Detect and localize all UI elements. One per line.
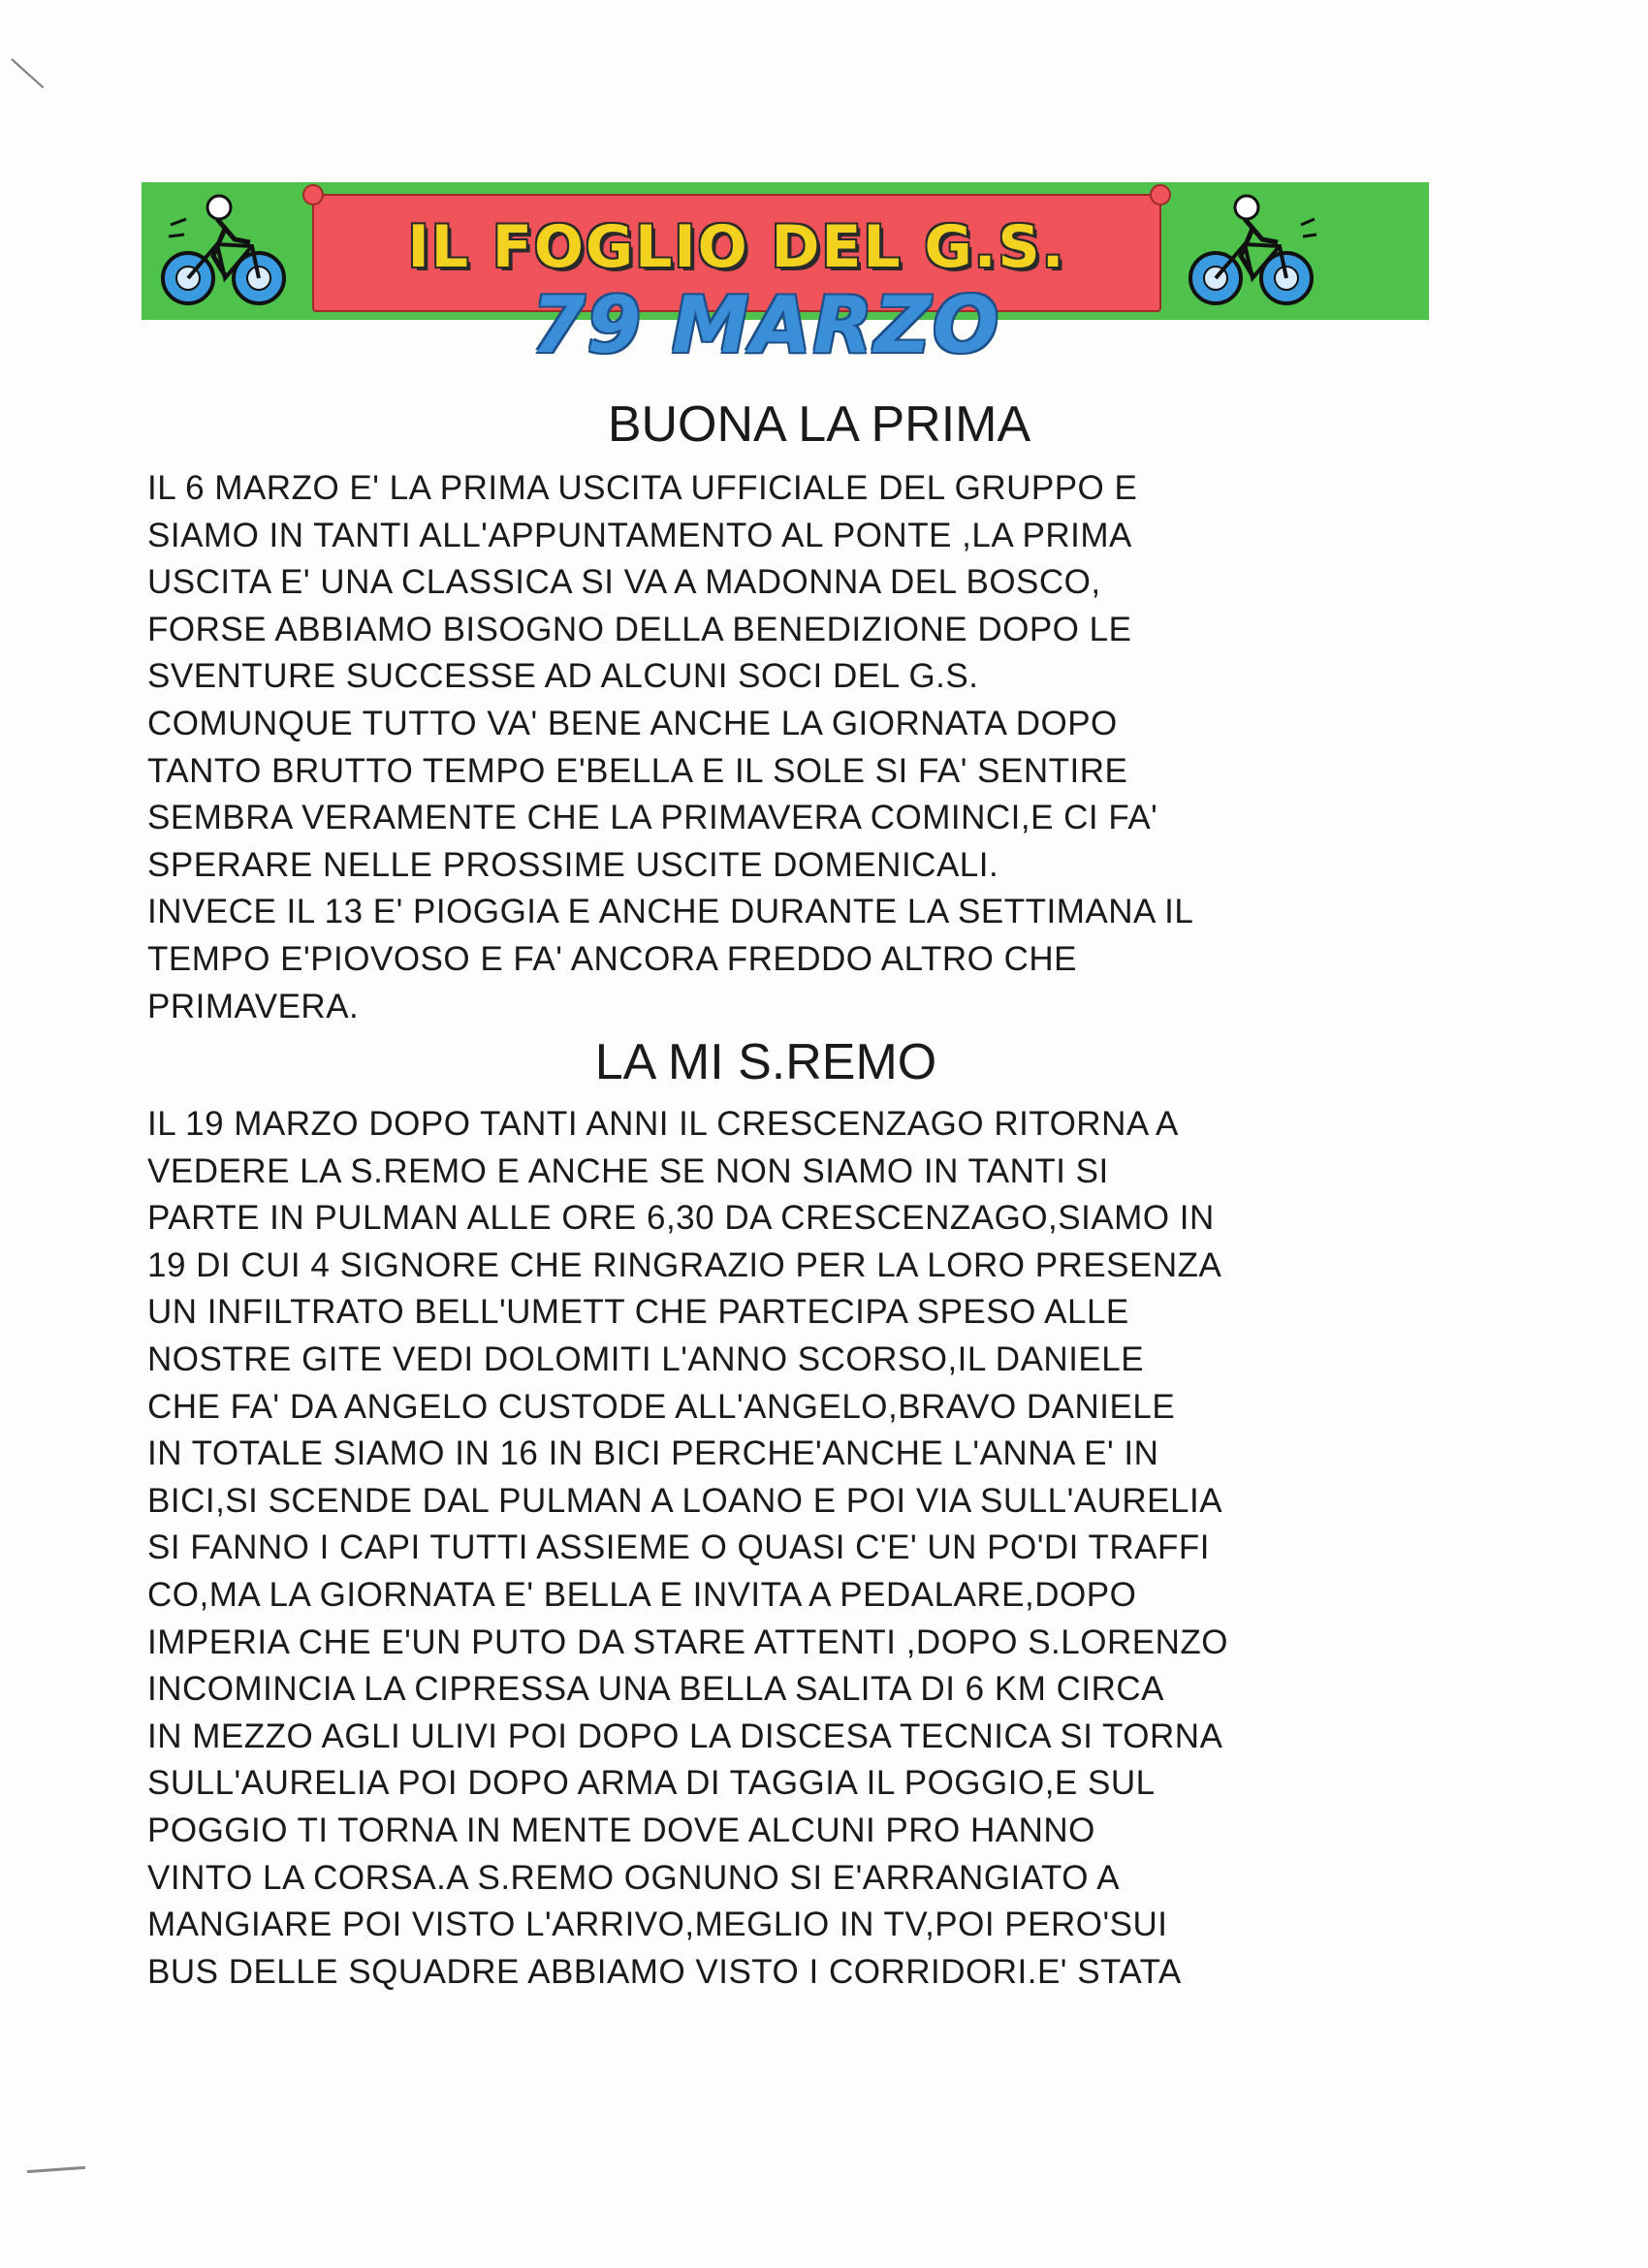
body-line: SEMBRA VERAMENTE CHE LA PRIMAVERA COMINCI,E CI FA' [147,799,1158,837]
body-line: NOSTRE GITE VEDI DOLOMITI L'ANNO SCORSO,IL DANIELE [147,1339,1145,1378]
cyclist-icon [1185,186,1320,317]
body-line: FORSE ABBIAMO BISOGNO DELLA BENEDIZIONE DOPO LE [147,610,1132,648]
body-line: BUS DELLE SQUADRE ABBIAMO VISTO I CORRIDORI.E' STATA [147,1952,1182,1991]
body-line: IN MEZZO AGLI ULIVI POI DOPO LA DISCESA TECNICA SI TORNA [147,1717,1223,1755]
section-body-la-mi-sremo [147,1101,1427,1996]
body-line: VINTO LA CORSA.A S.REMO OGNUNO SI E'ARRANGIATO A [147,1858,1121,1897]
body-line: CHE FA' DA ANGELO CUSTODE ALL'ANGELO,BRAVO DANIELE [147,1387,1176,1426]
body-line: INCOMINCIA LA CIPRESSA UNA BELLA SALITA DI 6 KM CIRCA [147,1670,1164,1709]
body-line: SI FANNO I CAPI TUTTI ASSIEME O QUASI C'E' UN PO'DI TRAFFI [147,1528,1210,1567]
staple-mark [11,58,44,88]
body-line: 19 DI CUI 4 SIGNORE CHE RINGRAZIO PER LA LORO PRESENZA [147,1245,1222,1284]
body-line: TEMPO E'PIOVOSO E FA' ANCORA FREDDO ALTRO CHE [147,939,1078,978]
section-body-buona-la-prima [147,465,1427,1030]
body-line: VEDERE LA S.REMO E ANCHE SE NON SIAMO IN TANTI SI [147,1151,1109,1190]
body-line: SIAMO IN TANTI ALL'APPUNTAMENTO AL PONTE ,LA PRIMA [147,516,1132,554]
cyclist-icon [157,186,293,317]
body-line: SVENTURE SUCCESSE AD ALCUNI SOCI DEL G.S. [147,657,979,696]
body-line: IMPERIA CHE E'UN PUTO DA STARE ATTENTI ,DOPO S.LORENZO [147,1622,1228,1661]
body-line: IN TOTALE SIAMO IN 16 IN BICI PERCHE'ANCHE L'ANNA E' IN [147,1434,1159,1473]
body-line: SPERARE NELLE PROSSIME USCITE DOMENICALI. [147,845,999,884]
body-line: BICI,SI SCENDE DAL PULMAN A LOANO E POI VIA SULL'AURELIA [147,1481,1223,1520]
section-heading-la-mi-sremo: LA MI S.REMO [594,1034,937,1090]
body-line: UN INFILTRATO BELL'UMETT CHE PARTECIPA SPESO ALLE [147,1293,1129,1332]
section-heading-buona-la-prima: BUONA LA PRIMA [607,396,1031,453]
body-line: SULL'AURELIA POI DOPO ARMA DI TAGGIA IL POGGIO,E SUL [147,1764,1156,1803]
body-line: IL 6 MARZO E' LA PRIMA USCITA UFFICIALE DEL GRUPPO E [147,469,1138,507]
staple-mark [27,2166,85,2173]
body-line: IL 19 MARZO DOPO TANTI ANNI IL CRESCENZAGO RITORNA A [147,1105,1179,1143]
body-line: INVECE IL 13 E' PIOGGIA E ANCHE DURANTE LA SETTIMANA IL [147,893,1194,931]
body-line: PRIMAVERA. [147,987,360,1025]
masthead-title: IL FOGLIO DEL G.S. [407,213,1066,281]
body-line: USCITA E' UNA CLASSICA SI VA A MADONNA DEL BOSCO, [147,563,1101,602]
body-line: CO,MA LA GIORNATA E' BELLA E INVITA A PEDALARE,DOPO [147,1575,1137,1614]
body-line: MANGIARE POI VISTO L'ARRIVO,MEGLIO IN TV,POI PERO'SUI [147,1906,1168,1944]
body-line: COMUNQUE TUTTO VA' BENE ANCHE LA GIORNATA DOPO [147,704,1118,742]
body-line: TANTO BRUTTO TEMPO E'BELLA E IL SOLE SI FA' SENTIRE [147,751,1128,790]
masthead-date: 79 MARZO [530,280,1001,370]
body-line: PARTE IN PULMAN ALLE ORE 6,30 DA CRESCENZAGO,SIAMO IN [147,1199,1215,1238]
body-line: POGGIO TI TORNA IN MENTE DOVE ALCUNI PRO HANNO [147,1811,1095,1849]
